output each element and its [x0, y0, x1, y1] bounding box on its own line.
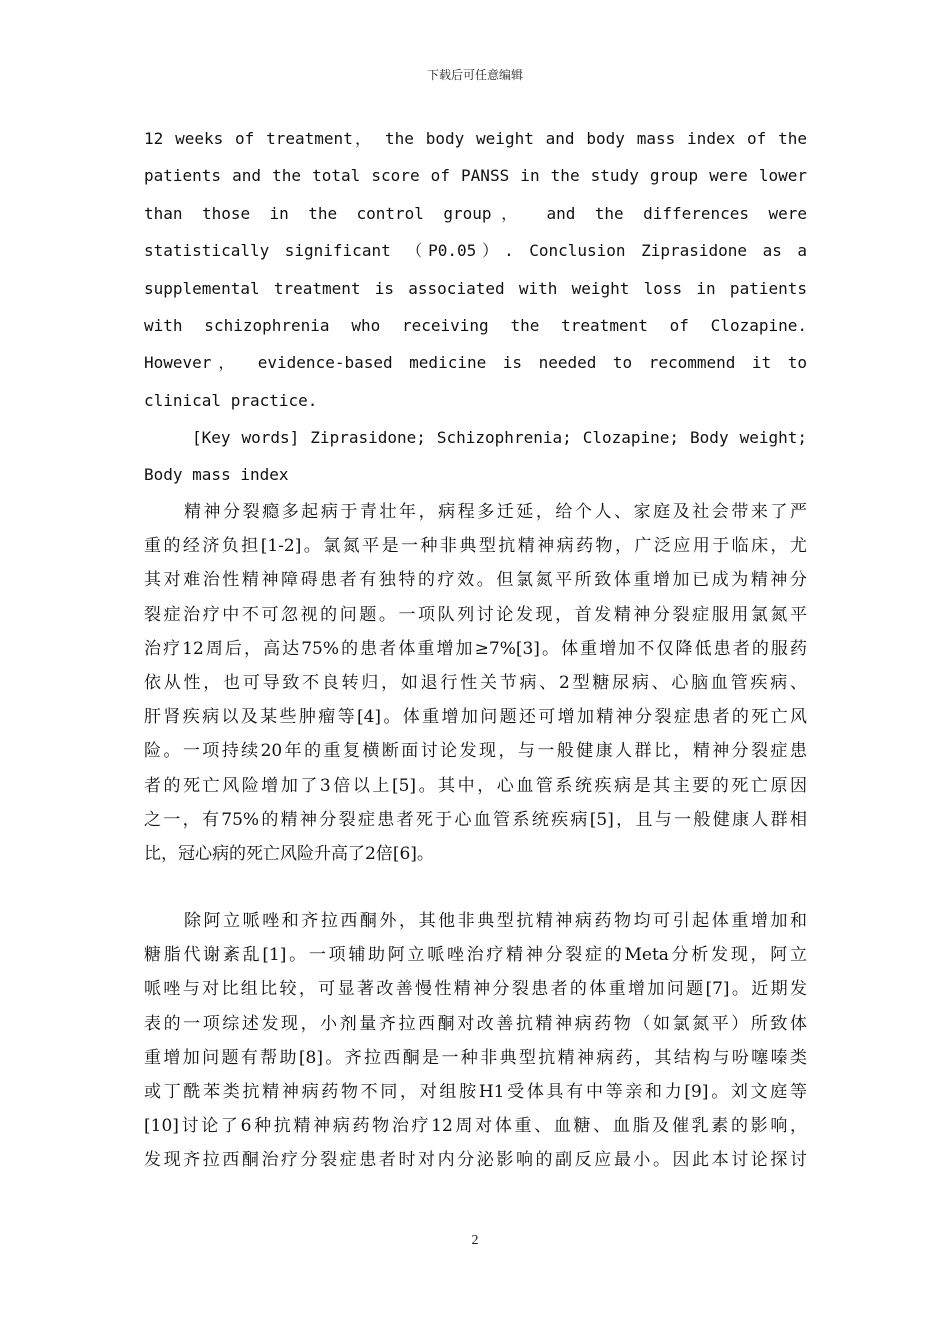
text-line: 重的经济负担[1-2]。氯氮平是一种非典型抗精神病药物，广泛应用于临床，尤	[144, 536, 807, 557]
text-line: Body mass index	[144, 465, 289, 485]
text-line: 12 weeks of treatment， the body weight and body mass index of the	[144, 129, 807, 148]
text-line: 或丁酰苯类抗精神病药物不同，对组胺H1受体具有中等亲和力[9]。刘文庭等	[144, 1081, 807, 1102]
page-header: 下载后可任意编辑	[426, 68, 523, 82]
text-line: 除阿立哌唑和齐拉西酮外，其他非典型抗精神病药物均可引起体重增加和	[184, 911, 807, 931]
text-line: 依从性，也可导致不良转归，如退行性关节病、2型糖尿病、心脑血管疾病、	[144, 672, 807, 693]
text-line: than those in the control group， and the differences were	[144, 203, 807, 223]
text-line: supplemental treatment is associated with weight loss in patients	[144, 278, 807, 298]
text-line: with schizophrenia who receiving the treatment of Clozapine.	[144, 315, 807, 335]
text-line: [Key words] Ziprasidone; Schizophrenia; Clozapine; Body weight;	[192, 428, 807, 447]
text-line: 比，冠心病的死亡风险升高了2倍[6]。	[144, 843, 434, 864]
page-number: 2	[471, 1233, 479, 1248]
text-line: 糖脂代谢紊乱[1]。一项辅助阿立哌唑治疗精神分裂症的Meta分析发现，阿立	[144, 945, 807, 966]
text-line: 重增加问题有帮助[8]。齐拉西酮是一种非典型抗精神病药，其结构与吩噻嗪类	[144, 1047, 807, 1068]
text-line: 哌唑与对比组比较，可显著改善慢性精神分裂患者的体重增加问题[7]。近期发	[144, 979, 807, 1000]
text-line: 发现齐拉西酮治疗分裂症患者时对内分泌影响的副反应最小。因此本讨论探讨	[144, 1150, 807, 1171]
text-line: 裂症治疗中不可忽视的问题。一项队列讨论发现，首发精神分裂症服用氯氮平	[144, 604, 807, 625]
text-line: 之一，有75%的精神分裂症患者死于心血管系统疾病[5]，且与一般健康人群相	[144, 809, 807, 830]
text-line: 者的死亡风险增加了3倍以上[5]。其中，心血管系统疾病是其主要的死亡原因	[144, 775, 807, 796]
text-line: clinical practice.	[144, 390, 318, 410]
body-paragraph-1	[144, 495, 807, 871]
body-paragraph-2	[144, 904, 807, 1178]
text-line: 肝肾疾病以及某些肿瘤等[4]。体重增加问题还可增加精神分裂症患者的死亡风	[144, 707, 807, 728]
keywords-paragraph	[144, 419, 807, 494]
text-line: However， evidence-based medicine is needed to recommend it to	[144, 353, 807, 373]
text-line: statistically significant （P0.05）. Conclusion Ziprasidone as a	[144, 241, 807, 261]
text-line: 险。一项持续20年的重复横断面讨论发现，与一般健康人群比，精神分裂症患	[144, 741, 807, 762]
text-line: [10]讨论了6种抗精神病药物治疗12周对体重、血糖、血脂及催乳素的影响，	[144, 1116, 807, 1137]
text-line: 表的一项综述发现，小剂量齐拉西酮对改善抗精神病药物（如氯氮平）所致体	[144, 1013, 807, 1034]
text-line: 精神分裂瘾多起病于青壮年，病程多迁延，给个人、家庭及社会带来了严	[184, 502, 807, 522]
abstract-paragraph	[144, 120, 807, 419]
text-line: 治疗12周后，高达75%的患者体重增加≥7%[3]。体重增加不仅降低患者的服药	[144, 638, 807, 659]
text-line: patients and the total score of PANSS in the study group were lower	[144, 166, 807, 186]
text-line: 其对难治性精神障碍患者有独特的疗效。但氯氮平所致体重增加已成为精神分	[144, 570, 807, 591]
